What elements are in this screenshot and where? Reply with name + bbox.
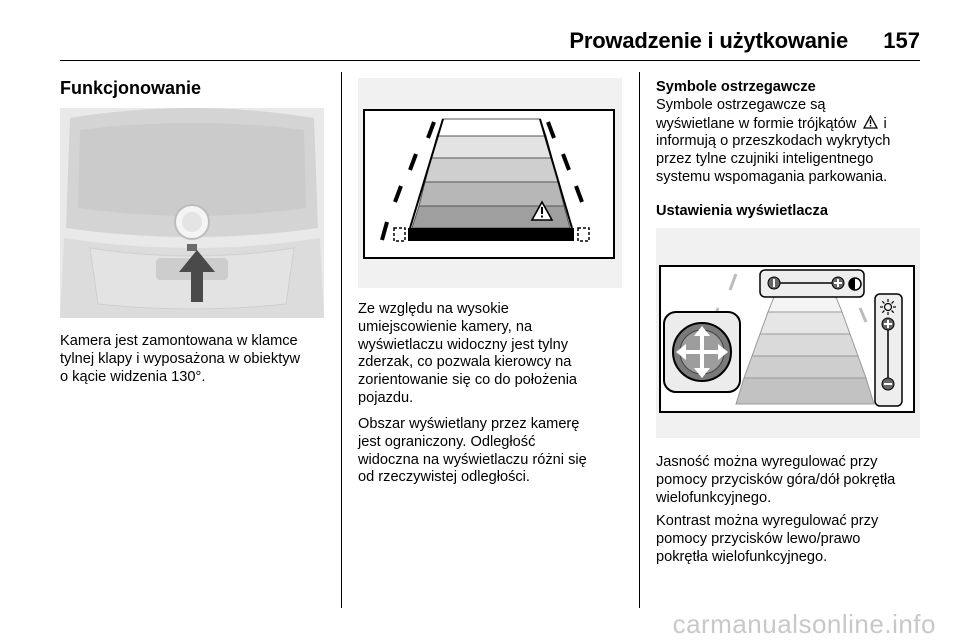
text-line: pojazdu. [358, 389, 414, 406]
text-line: pomocy przycisków lewo/prawo [656, 530, 861, 547]
rear-camera-display-illustration [358, 78, 622, 288]
warning-symbols-section [656, 79, 926, 187]
text-line: informują o przeszkodach wykrytych [656, 133, 891, 150]
watermark: carmanualsonline.info [672, 609, 936, 639]
text-line: jest ograniczony. Odległość [358, 433, 536, 450]
page-header [60, 14, 920, 61]
text-line: zderzak, co pozwala kierowcy na [358, 354, 572, 371]
text-line: Obszar wyświetlany przez kamerę [358, 416, 580, 432]
column-divider-2 [639, 72, 640, 608]
subheading-display-settings: Ustawienia wyświetlacza [656, 203, 828, 219]
text-line: systemu wspomagania parkowania. [656, 168, 888, 185]
text-line: umiejscowienie kamery, na [358, 318, 533, 335]
running-title: Prowadzenie i użytkowanie [569, 28, 848, 53]
text-fragment: wyświetlane w formie trójkątów [656, 115, 857, 132]
text-line: tylnej klapy i wyposażona w obiektyw [60, 350, 301, 367]
arrow-up-icon [177, 248, 217, 308]
tailgate-camera-illustration [60, 108, 324, 318]
warning-triangle-icon [863, 115, 878, 129]
text-line: pokrętła wielofunkcyjnego. [656, 548, 828, 565]
contrast-text [656, 513, 926, 566]
page-number: 157 [883, 28, 920, 53]
camera-description [60, 333, 332, 386]
warning-triangle-icon [530, 200, 554, 222]
display-settings-illustration [656, 228, 920, 438]
text-line: od rzeczywistej odległości. [358, 469, 530, 486]
text-line-with-icon [656, 115, 926, 134]
limited-view-text [358, 416, 628, 487]
brightness-text [656, 454, 931, 507]
text-line: o kącie widzenia 130°. [60, 368, 206, 385]
text-line: Symbole ostrzegawcze są [656, 96, 826, 113]
text-fragment: i [883, 115, 887, 132]
text-line: pomocy przycisków góra/dół pokrętła [656, 471, 896, 488]
multifunction-knob-icon [670, 320, 734, 384]
contrast-icon [848, 277, 862, 291]
text-line: zorientowanie się co do położenia [358, 372, 578, 389]
section-heading: Funkcjonowanie [60, 78, 202, 98]
text-line: Kamera jest zamontowana w klamce [60, 333, 298, 349]
brightness-icon [879, 298, 897, 316]
text-line: przez tylne czujniki inteligentnego [656, 151, 874, 168]
text-line: wyświetlaczu widoczny jest tylny [358, 336, 569, 353]
text-line: Kontrast można wyregulować przy [656, 513, 879, 529]
subheading-warning-symbols: Symbole ostrzegawcze [656, 79, 816, 95]
text-line: widoczna na wyświetlaczu różni się [358, 451, 587, 468]
text-line: wielofunkcyjnego. [656, 489, 772, 506]
column-divider-1 [341, 72, 342, 608]
text-line: Ze względu na wysokie [358, 301, 509, 317]
bumper-visibility-text [358, 301, 628, 408]
text-line: Jasność można wyregulować przy [656, 454, 878, 470]
